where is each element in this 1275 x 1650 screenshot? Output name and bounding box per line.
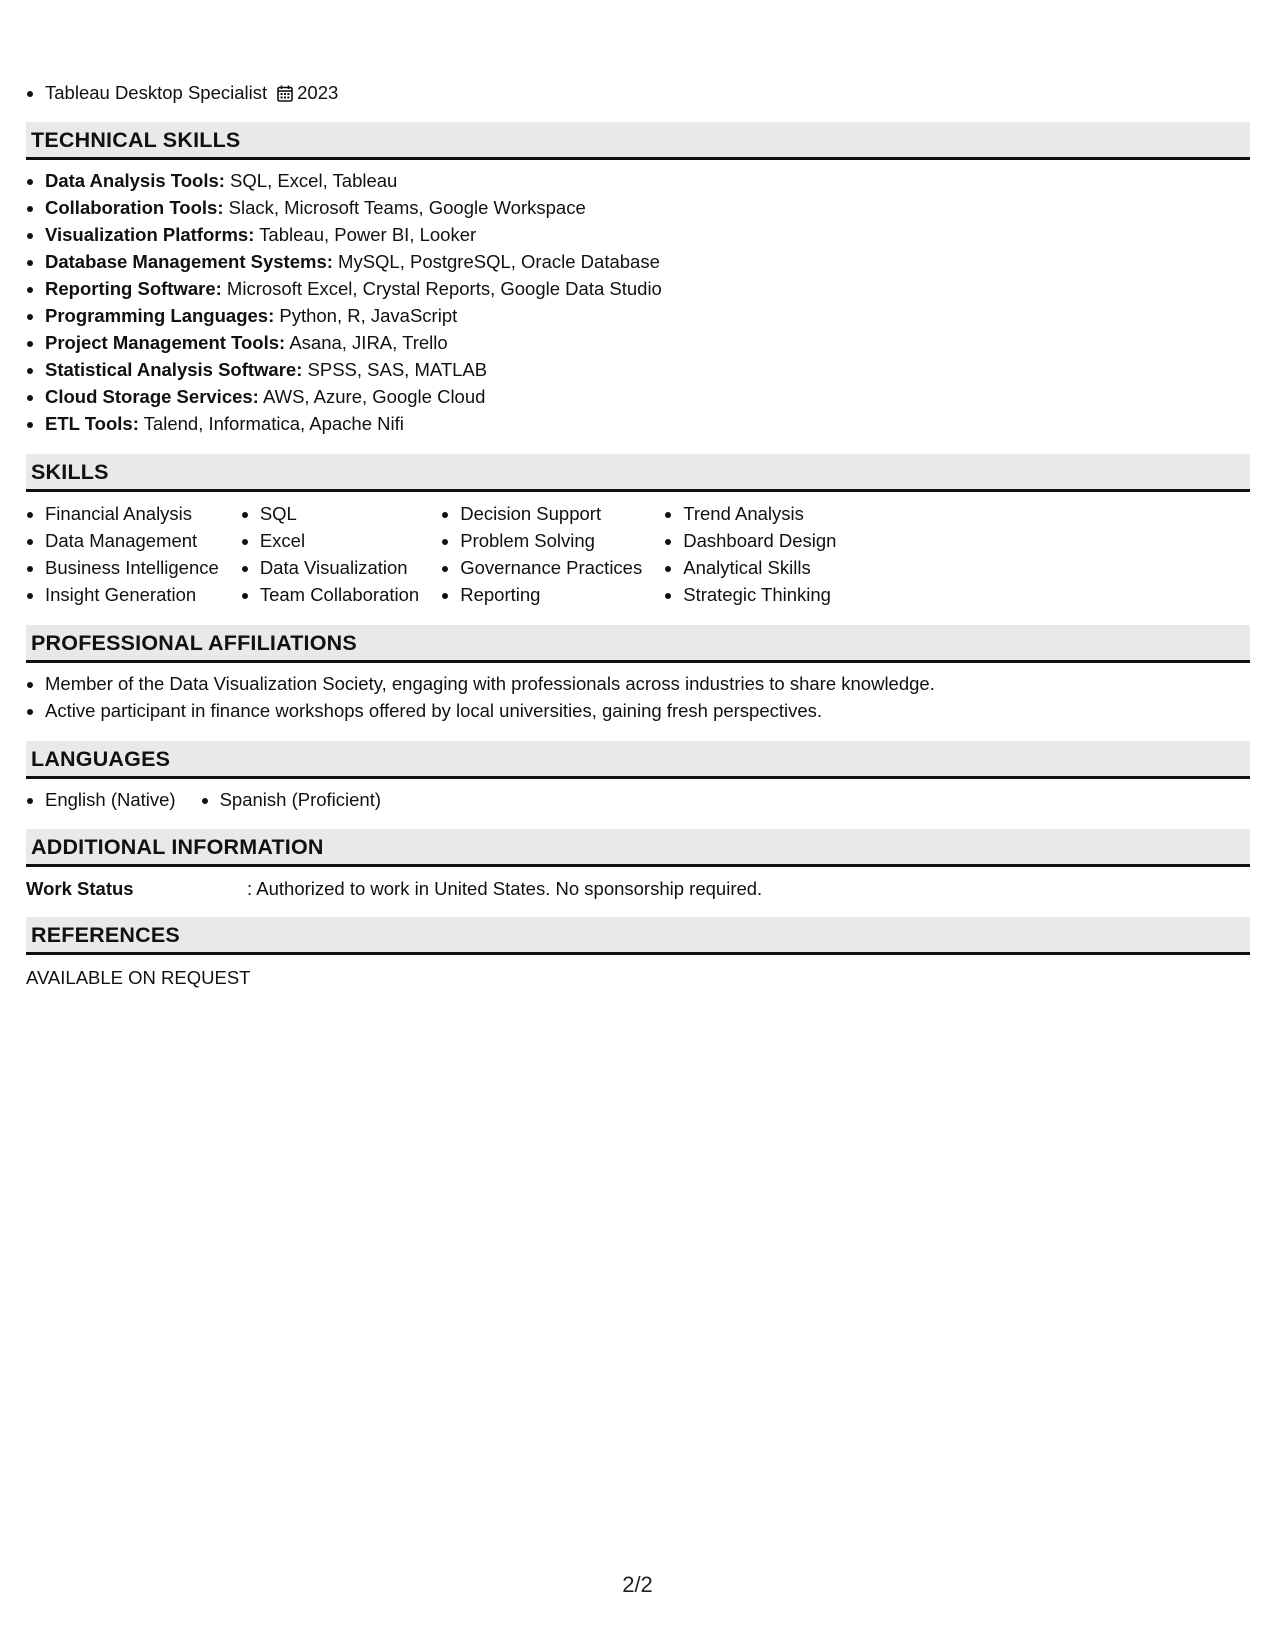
affiliations-heading: PROFESSIONAL AFFILIATIONS xyxy=(26,625,1250,663)
list-item: Programming Languages: Python, R, JavaScript xyxy=(26,302,662,329)
list-item: Reporting Software: Microsoft Excel, Crystal Reports, Google Data Studio xyxy=(26,275,662,302)
list-item: Spanish (Proficient) xyxy=(201,786,381,813)
list-item: Cloud Storage Services: AWS, Azure, Google Cloud xyxy=(26,383,662,410)
certification-item xyxy=(26,79,338,106)
skills-column xyxy=(26,500,219,608)
references-text: AVAILABLE ON REQUEST xyxy=(26,967,251,988)
list-item: Strategic Thinking xyxy=(664,581,836,608)
languages-heading: LANGUAGES xyxy=(26,741,1250,779)
additional-info-heading: ADDITIONAL INFORMATION xyxy=(26,829,1250,867)
list-item: English (Native) xyxy=(26,786,176,813)
work-status-label: Work Status xyxy=(26,878,134,899)
list-item: Problem Solving xyxy=(441,527,642,554)
list-item: Analytical Skills xyxy=(664,554,836,581)
skills-heading: SKILLS xyxy=(26,454,1250,492)
calendar-icon xyxy=(277,85,293,102)
list-item: Database Management Systems: MySQL, PostgreSQL, Oracle Database xyxy=(26,248,662,275)
list-item: Excel xyxy=(241,527,419,554)
list-item: Statistical Analysis Software: SPSS, SAS, MATLAB xyxy=(26,356,662,383)
skills-grid xyxy=(26,500,858,608)
references-heading: REFERENCES xyxy=(26,917,1250,955)
list-item: ETL Tools: Talend, Informatica, Apache Nifi xyxy=(26,410,662,437)
page-number: 2/2 xyxy=(622,1572,653,1597)
skills-column xyxy=(664,500,836,608)
list-item: Dashboard Design xyxy=(664,527,836,554)
certification-year: 2023 xyxy=(297,82,339,103)
skills-column xyxy=(441,500,642,608)
list-item: Governance Practices xyxy=(441,554,642,581)
list-item: Business Intelligence xyxy=(26,554,219,581)
technical-skills-heading: TECHNICAL SKILLS xyxy=(26,122,1250,160)
list-item: Reporting xyxy=(441,581,642,608)
list-item: Data Management xyxy=(26,527,219,554)
skills-column xyxy=(241,500,419,608)
list-item: Financial Analysis xyxy=(26,500,219,527)
certification-date xyxy=(277,82,338,103)
list-item: Visualization Platforms: Tableau, Power BI, Looker xyxy=(26,221,662,248)
work-status-value: : Authorized to work in United States. No sponsorship required. xyxy=(247,878,763,899)
list-item: Collaboration Tools: Slack, Microsoft Teams, Google Workspace xyxy=(26,194,662,221)
languages-list xyxy=(26,786,406,813)
certification-list xyxy=(26,79,338,106)
affiliations-list xyxy=(26,670,935,724)
list-item: Decision Support xyxy=(441,500,642,527)
list-item: Trend Analysis xyxy=(664,500,836,527)
list-item: Member of the Data Visualization Society, engaging with professionals across industries to share knowledge. xyxy=(26,670,935,697)
work-status-row xyxy=(26,875,762,902)
list-item: Team Collaboration xyxy=(241,581,419,608)
list-item: Insight Generation xyxy=(26,581,219,608)
list-item: SQL xyxy=(241,500,419,527)
list-item: Data Visualization xyxy=(241,554,419,581)
list-item: Project Management Tools: Asana, JIRA, Trello xyxy=(26,329,662,356)
certification-name: Tableau Desktop Specialist xyxy=(45,82,268,103)
technical-skills-list xyxy=(26,167,662,437)
list-item: Active participant in finance workshops offered by local universities, gaining fresh perspectives. xyxy=(26,697,935,724)
list-item: Data Analysis Tools: SQL, Excel, Tableau xyxy=(26,167,662,194)
